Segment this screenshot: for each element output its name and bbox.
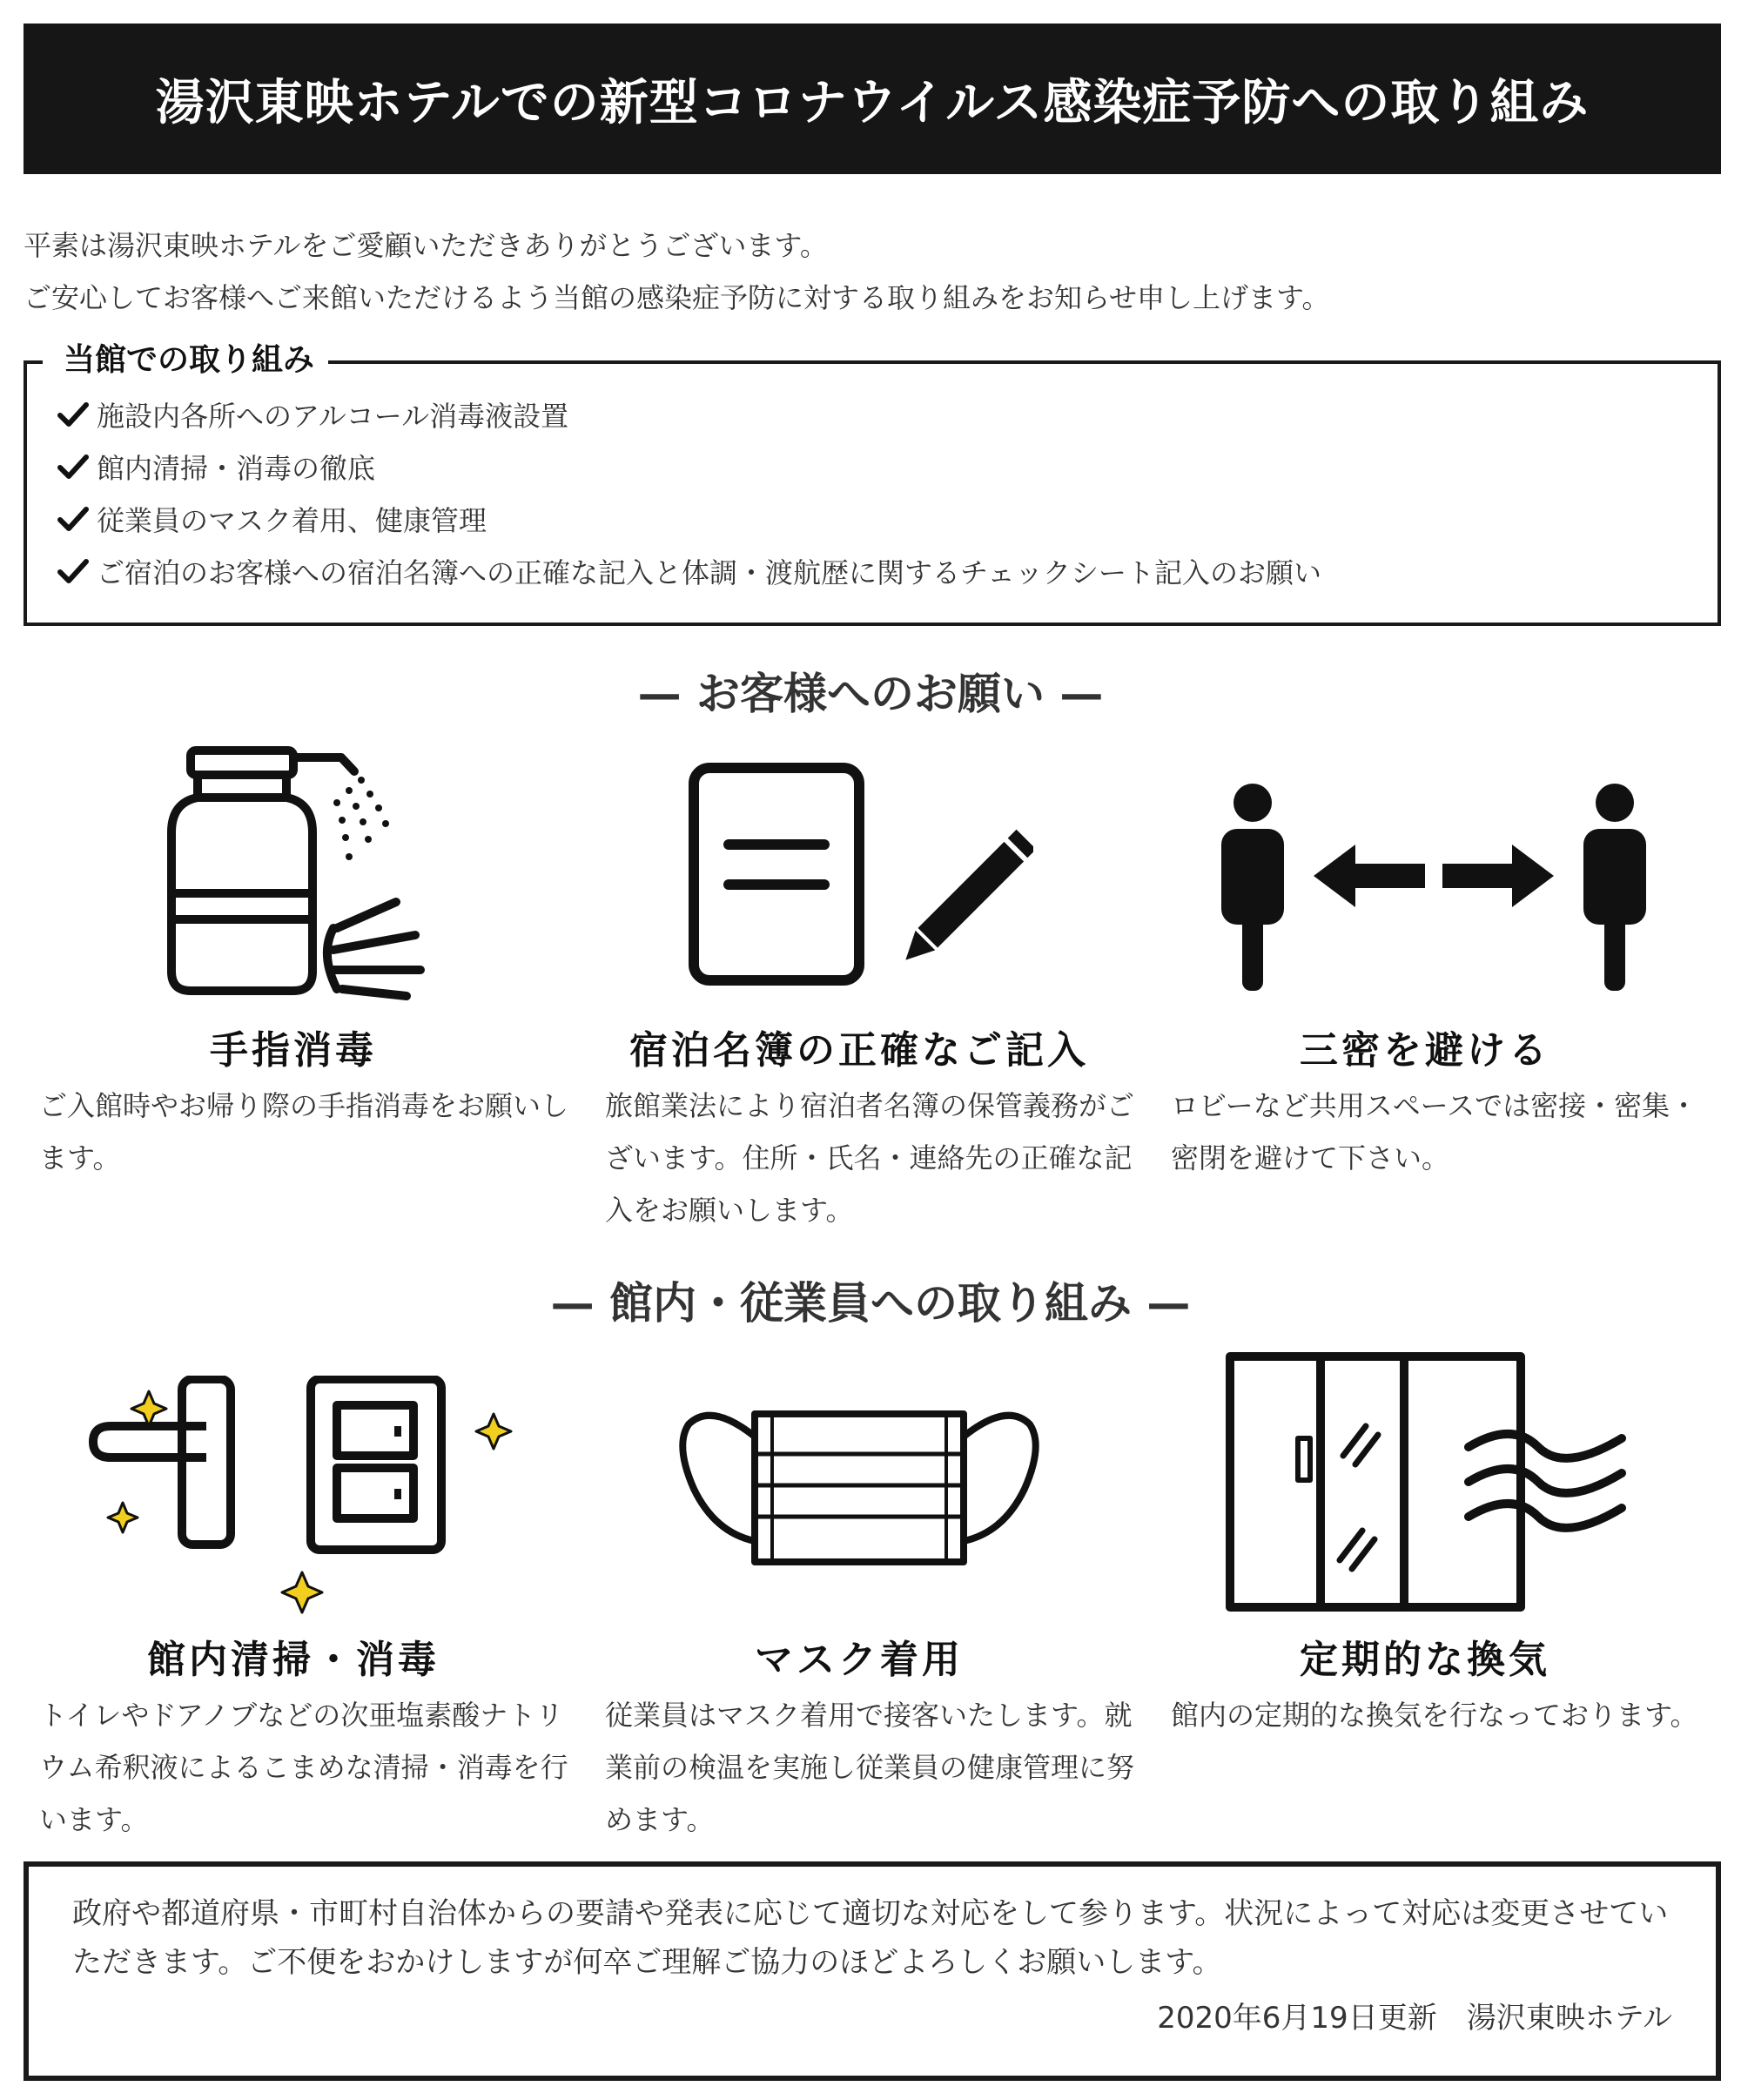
measures-title: 当館での取り組み [43,338,328,383]
page-header [24,24,1721,174]
measures-list [27,364,1717,597]
list-item [57,493,1717,545]
measure-text: 施設内各所へのアルコール消毒液設置 [97,400,569,433]
notice-box [24,1861,1721,2081]
cleaning-door-switch-icon [84,1376,537,1619]
check-icon [57,556,90,586]
guest-card-distance [1155,740,1698,1175]
staff-heading: — 館内・従業員への取り組み — [550,1278,1191,1329]
card-title: 手指消毒 [210,1028,377,1073]
face-mask-icon [676,1384,1042,1576]
ventilation-window-icon [1225,1351,1634,1612]
measure-text: ご宿泊のお客様への宿泊名簿への正確な記入と体調・渡航歴に関するチェックシート記入のお願い [97,556,1322,589]
staff-card-ventilation [1155,1350,1698,1820]
hand-sanitizer-icon [163,745,459,1006]
guest-card-registration [589,740,1135,1228]
list-item [57,441,1717,493]
card-title: 定期的な換気 [1300,1638,1550,1682]
card-text: ご入館時やお帰り際の手指消毒をお願いします。 [39,1089,569,1175]
check-icon [57,504,90,534]
registration-form-icon [685,763,1033,998]
staff-card-cleaning [24,1350,568,1836]
card-text: 館内の定期的な換気を行なっております。 [1171,1699,1698,1732]
measures-box [24,342,1721,626]
list-item [57,388,1717,441]
measure-text: 従業員のマスク着用、健康管理 [97,504,487,537]
card-text: トイレやドアノブなどの次亜塩素酸ナトリウム希釈液によるこまめな清掃・消毒を行います。 [39,1699,568,1836]
card-text: ロビーなど共用スペースでは密接・密集・密閉を避けて下さい。 [1171,1089,1698,1175]
card-title: 宿泊名簿の正確なご記入 [629,1028,1089,1073]
check-icon [57,400,90,429]
card-title: マスク着用 [755,1638,964,1682]
staff-card-mask [589,1350,1135,1836]
check-icon [57,452,90,481]
intro-line-1: 平素は湯沢東映ホテルをご愛顧いただきありがとうございます。 [24,229,828,262]
card-title: 三密を避ける [1300,1028,1550,1073]
social-distance-icon [1216,784,1651,993]
list-item [57,545,1717,597]
card-text: 従業員はマスク着用で接客いたします。就業前の検温を実施し従業員の健康管理に努めます。 [605,1699,1135,1836]
page-title: 湯沢東映ホテルでの新型コロナウイルス感染症予防への取り組み [155,74,1590,131]
notice-text: 政府や都道府県・市町村自治体からの要請や発表に応じて適切な対応をして参ります。状況によって対応は変更させていただきます。ご不便をおかけしますが何卒ご理解ご協力のほどよろしくお願いします。 [72,1896,1669,1980]
intro-line-2: ご安心してお客様へご来館いただけるよう当館の感染症予防に対する取り組みをお知らせ申し上げます。 [24,281,1330,314]
card-title: 館内清掃・消毒 [147,1638,440,1682]
notice-signature: 2020年6月19日更新 湯沢東映ホテル [1157,2001,1672,2036]
measure-text: 館内清掃・消毒の徹底 [97,452,376,485]
card-text: 旅館業法により宿泊者名簿の保管義務がございます。住所・氏名・連絡先の正確な記入をお願いします。 [605,1089,1135,1227]
guest-card-sanitize [24,740,569,1175]
guests-heading: — お客様へのお願い — [637,669,1104,719]
intro [24,219,1721,324]
